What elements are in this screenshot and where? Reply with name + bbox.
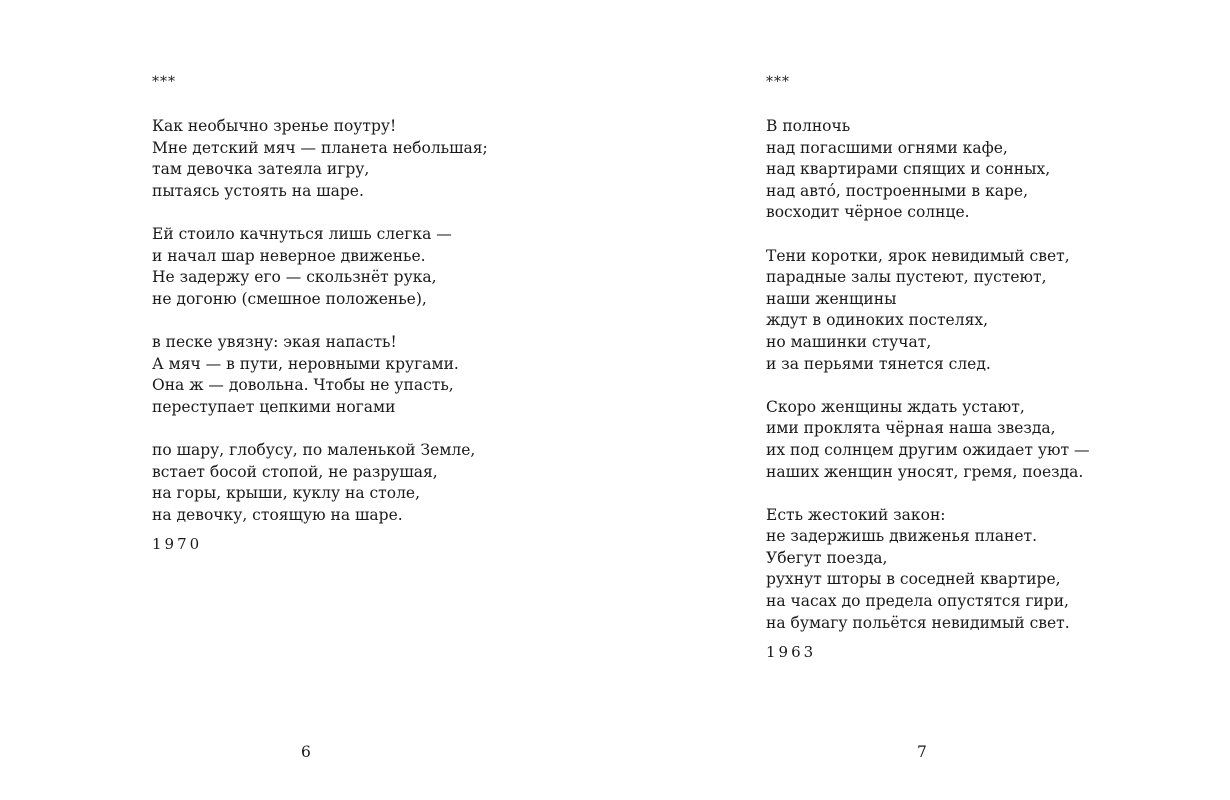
page-number: 6	[301, 743, 311, 761]
stanza	[152, 440, 488, 526]
poem-year: 1970	[152, 535, 203, 554]
poem-separator: ***	[152, 74, 176, 90]
poem-body	[766, 116, 1089, 634]
poem-line: и за перьями тянется след.	[766, 354, 991, 373]
left-page	[0, 0, 600, 800]
poem-line: над авто́, построенными в каре,	[766, 181, 1029, 200]
poem-line: В полночь	[766, 117, 851, 135]
poem-line: Убегут поезда,	[766, 548, 888, 567]
stanza	[152, 332, 488, 418]
poem-line: над погасшими огнями кафе,	[766, 138, 1008, 157]
poem-line: Тени коротки, ярок невидимый свет,	[766, 246, 1070, 265]
poem-line: на горы, крыши, куклу на столе,	[152, 484, 421, 503]
poem-line: в песке увязну: экая напасть!	[152, 332, 397, 351]
poem-line: Она ж — довольна. Чтобы не упасть,	[152, 376, 454, 395]
poem-line: Как необычно зренье поутру!	[152, 117, 397, 135]
poem-line: пытаясь устоять на шаре.	[152, 181, 364, 200]
poem-line: переступает цепкими ногами	[152, 397, 396, 416]
poem-line: рухнут шторы в соседней квартире,	[766, 570, 1061, 589]
poem-line: их под солнцем другим ожидает уют —	[766, 440, 1090, 459]
poem-separator: ***	[766, 74, 790, 90]
poem-line: Мне детский мяч — планета небольшая;	[152, 138, 488, 157]
poem-line: А мяч — в пути, неровными кругами.	[152, 354, 459, 373]
poem-line: и начал шар неверное движенье.	[152, 246, 426, 265]
poem-line: ими проклята чёрная наша звезда,	[766, 419, 1056, 438]
poem-line: на девочку, стоящую на шаре.	[152, 505, 403, 524]
poem-line: парадные залы пустеют, пустеют,	[766, 268, 1047, 287]
poem-line: восходит чёрное солнце.	[766, 203, 970, 222]
poem-line: Скоро женщины ждать устают,	[766, 397, 1025, 416]
poem-line: встает босой стопой, не разрушая,	[152, 462, 438, 481]
poem-line: ждут в одиноких постелях,	[766, 311, 989, 330]
stanza	[766, 246, 1089, 376]
poem-line: не догоню (смешное положенье),	[152, 289, 427, 308]
stanza	[766, 505, 1089, 635]
poem-body	[152, 116, 488, 526]
poem-line: над квартирами спящих и сонных,	[766, 160, 1051, 179]
poem-line: не задержишь движенья планет.	[766, 527, 1038, 546]
stanza	[766, 397, 1089, 483]
poem-line: наших женщин уносят, гремя, поезда.	[766, 462, 1084, 481]
poem-line: на бумагу польётся невидимый свет.	[766, 613, 1070, 632]
poem-line: но машинки стучат,	[766, 332, 932, 351]
poem-line: там девочка затеяла игру,	[152, 160, 370, 179]
poem-line: Ей стоило качнуться лишь слегка —	[152, 224, 452, 243]
poem-line: по шару, глобусу, по маленькой Земле,	[152, 440, 476, 459]
poem-year: 1963	[766, 643, 817, 662]
stanza	[766, 116, 1089, 224]
stanza	[152, 224, 488, 310]
poem-left	[152, 72, 488, 555]
poem-line: Есть жестокий закон:	[766, 505, 946, 524]
poem-right	[766, 72, 1089, 663]
right-page	[615, 0, 1215, 800]
page-number: 7	[917, 743, 927, 761]
poem-line: наши женщины	[766, 289, 897, 308]
poem-line: Не задержу его — скользнёт рука,	[152, 268, 437, 287]
stanza	[152, 116, 488, 202]
poem-line: на часах до предела опустятся гири,	[766, 592, 1069, 611]
